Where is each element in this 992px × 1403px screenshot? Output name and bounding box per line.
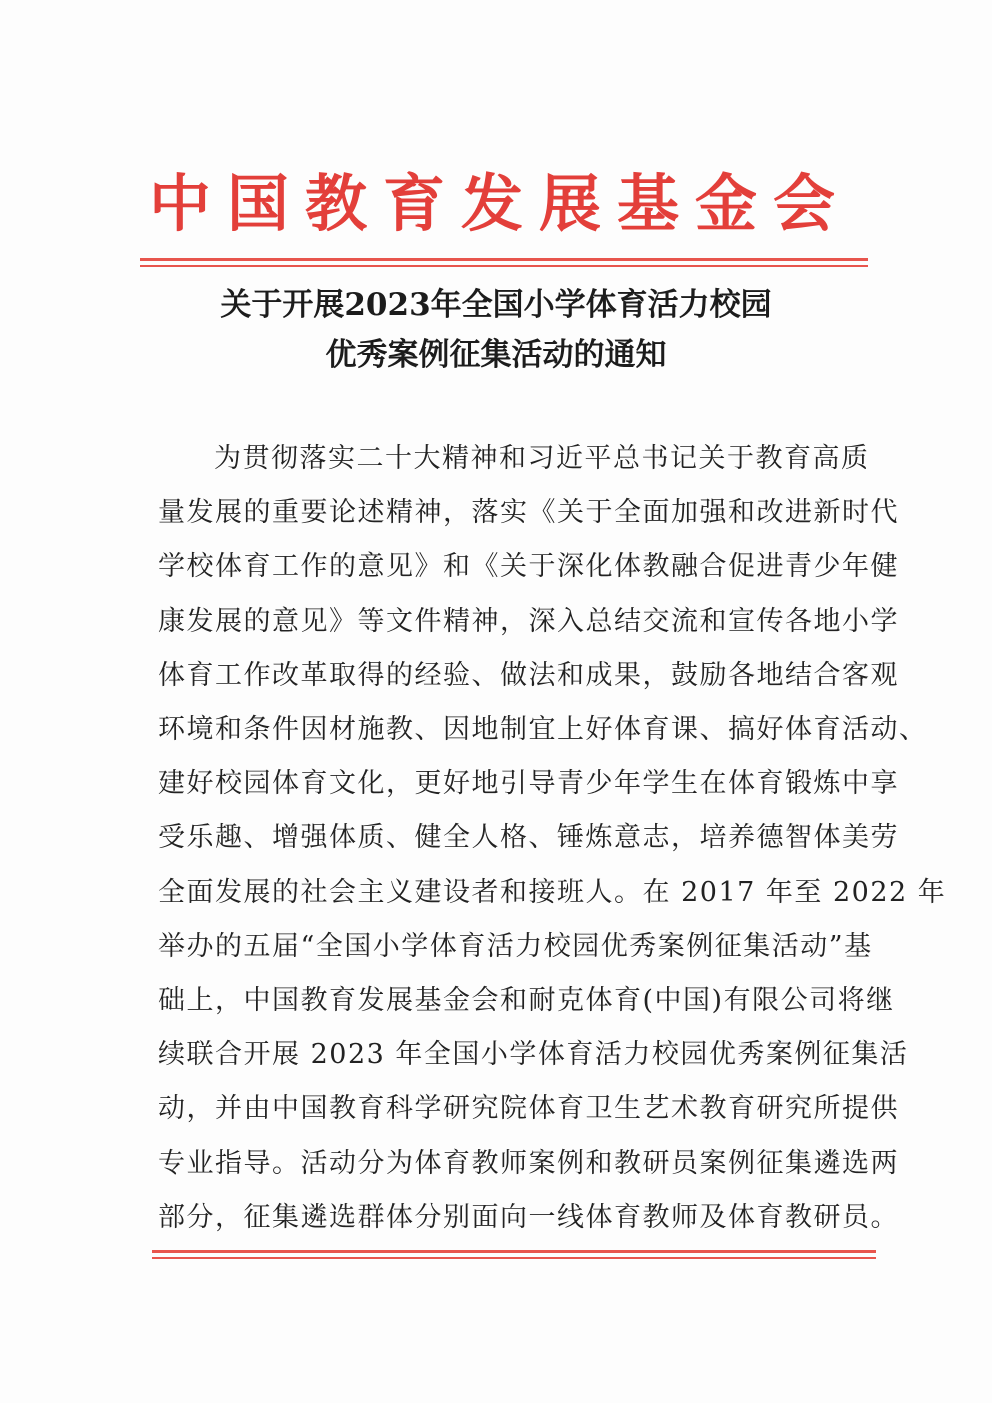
organization-header: 中国教育发展基金会 — [148, 167, 851, 240]
body-line: 动，并由中国教育科学研究院体育卫生艺术教育研究所提供 — [158, 1093, 899, 1125]
body-line: 专业指导。活动分为体育教师案例和教研员案例征集遴选两 — [158, 1147, 899, 1179]
body-line: 部分，征集遴选群体分别面向一线体育教师及体育教研员。 — [158, 1201, 899, 1233]
body-line: 体育工作改革取得的经验、做法和成果，鼓励各地结合客观 — [158, 659, 899, 691]
body-line: 量发展的重要论述精神，落实《关于全面加强和改进新时代 — [158, 497, 899, 529]
body-line: 为贯彻落实二十大精神和习近平总书记关于教育高质 — [214, 443, 870, 474]
body-line: 续联合开展 2023 年全国小学体育活力校园优秀案例征集活 — [158, 1039, 909, 1071]
footer-divider — [152, 1250, 876, 1262]
body-line: 础上，中国教育发展基金会和耐克体育(中国)有限公司将继 — [158, 985, 895, 1017]
divider-thick-line — [140, 258, 868, 261]
body-line: 全面发展的社会主义建设者和接班人。在 2017 年至 2022 年 — [158, 876, 947, 908]
body-paragraph — [158, 432, 947, 1245]
body-line: 学校体育工作的意见》和《关于深化体教融合促进青少年健 — [158, 551, 899, 583]
body-line: 举办的五届“全国小学体育活力校园优秀案例征集活动”基 — [158, 930, 873, 962]
divider-thin-line — [140, 265, 868, 267]
title-line-2: 优秀案例征集活动的通知 — [325, 337, 667, 373]
document-title — [0, 280, 992, 380]
body-line: 环境和条件因材施教、因地制宜上好体育课、搞好体育活动、 — [158, 714, 928, 746]
body-line: 建好校园体育文化，更好地引导青少年学生在体育锻炼中享 — [158, 768, 899, 800]
title-line-1: 关于开展2023年全国小学体育活力校园 — [220, 287, 772, 323]
body-line: 康发展的意见》等文件精神，深入总结交流和宣传各地小学 — [158, 605, 899, 637]
body-line: 受乐趣、增强体质、健全人格、锤炼意志，培养德智体美劳 — [158, 822, 899, 854]
divider-thin-line — [152, 1257, 876, 1259]
header-divider — [140, 258, 868, 270]
divider-thick-line — [152, 1250, 876, 1253]
